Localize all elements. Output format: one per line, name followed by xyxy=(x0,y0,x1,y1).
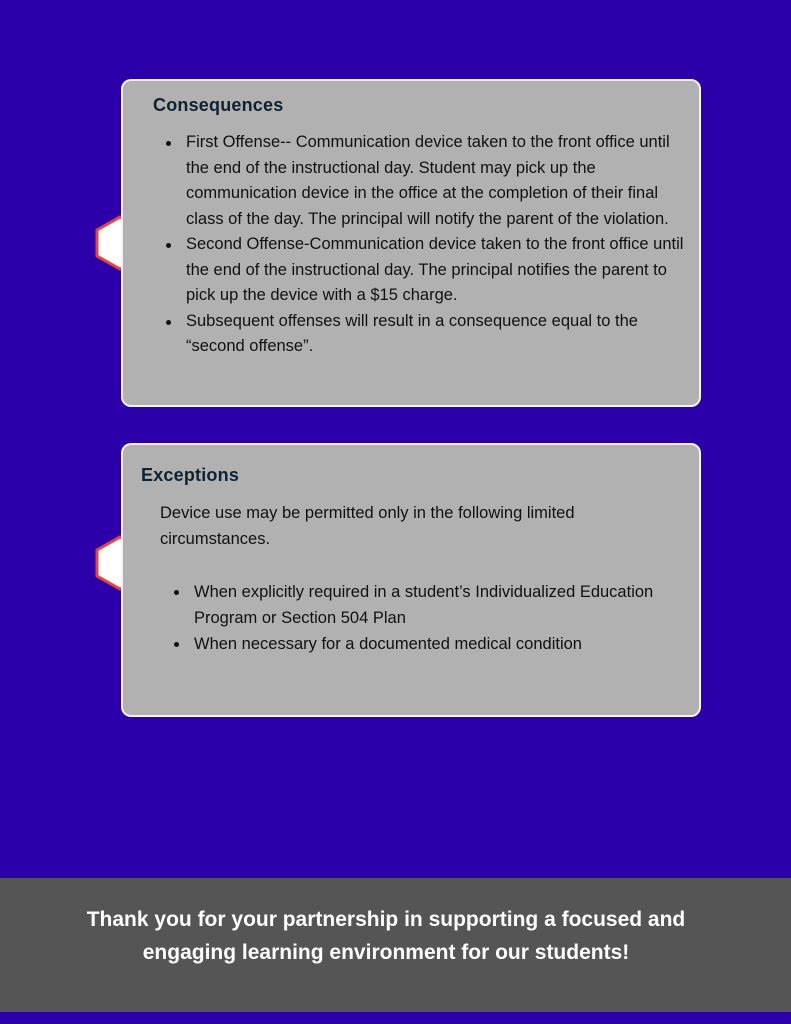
consequences-card xyxy=(121,79,701,407)
list-item: When explicitly required in a student’s Individualized Education Program or Section 504 Plan xyxy=(172,579,672,631)
exceptions-list xyxy=(172,579,672,657)
thank-you-message xyxy=(0,903,772,969)
exceptions-card xyxy=(121,443,701,717)
exceptions-heading: Exceptions xyxy=(141,465,240,485)
exceptions-intro: Device use may be permitted only in the following limited circumstances. xyxy=(160,504,575,548)
consequences-list xyxy=(164,130,684,360)
footer-banner xyxy=(0,878,791,1012)
list-item: Subsequent offenses will result in a consequence equal to the “second offense”. xyxy=(164,309,684,360)
thank-you-line-1: Thank you for your partnership in supporting a focused and xyxy=(86,908,686,931)
list-item: When necessary for a documented medical condition xyxy=(172,631,672,657)
list-item: Second Offense-Communication device taken to the front office until the end of the instructional day. The principal notifies the parent to pick up the device with a $15 charge. xyxy=(164,232,684,309)
thank-you-line-2: engaging learning environment for our students! xyxy=(142,941,630,964)
list-item: First Offense-- Communication device taken to the front office until the end of the instructional day. Student may pick up the communication device in the office at the completion of their final class of the day. The principal will notify the parent of the violation. xyxy=(164,130,684,232)
consequences-heading: Consequences xyxy=(153,95,284,115)
